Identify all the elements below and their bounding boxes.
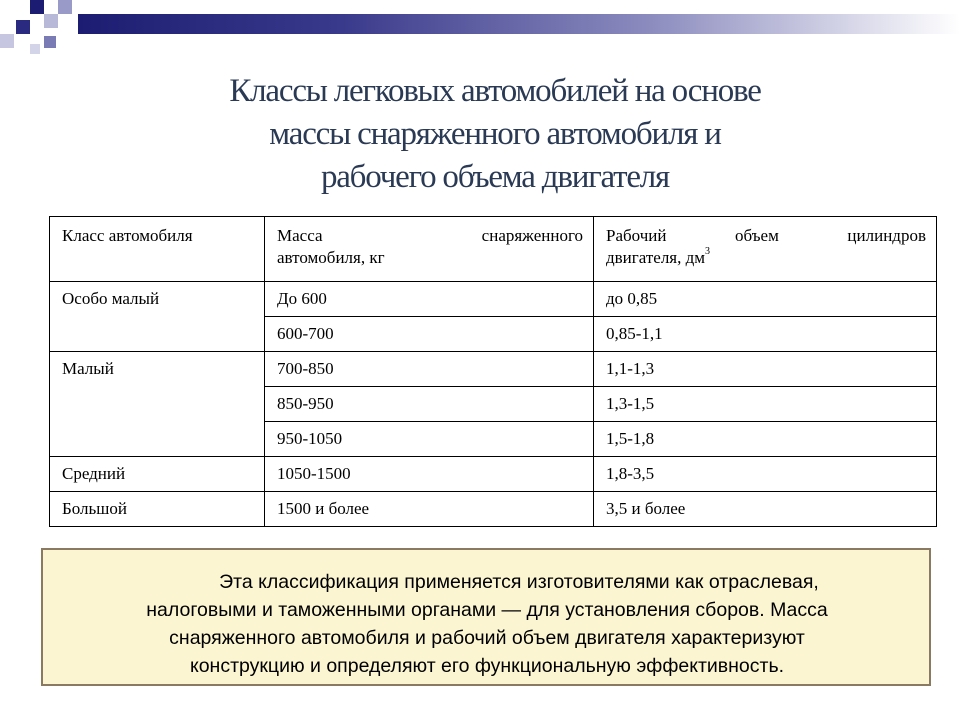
corner-decoration bbox=[0, 0, 960, 60]
note-text bbox=[61, 568, 913, 680]
cell-class: Малый bbox=[50, 352, 265, 457]
header-mass-word: снаряженного bbox=[481, 226, 583, 245]
header-volume-word: Рабочий bbox=[606, 226, 667, 245]
deco-square bbox=[30, 44, 40, 54]
deco-square bbox=[44, 36, 56, 48]
cell-mass: До 600 bbox=[265, 282, 594, 317]
unit-superscript: 3 bbox=[705, 246, 711, 257]
deco-square bbox=[30, 0, 44, 14]
header-mass-line2: автомобиля, кг bbox=[277, 248, 385, 267]
header-volume-line1 bbox=[606, 225, 926, 247]
deco-square bbox=[0, 34, 14, 48]
note-line: снаряженного автомобиля и рабочий объем двигателя характеризуют bbox=[169, 627, 805, 649]
header-volume-line2 bbox=[606, 247, 926, 269]
header-mass-line1 bbox=[277, 225, 583, 247]
note-line: налоговыми и таможенными органами — для установления сборов. Масса bbox=[146, 599, 828, 621]
title-line: Классы легковых автомобилей на основе bbox=[229, 73, 761, 109]
cell-volume: 1,5-1,8 bbox=[594, 422, 937, 457]
header-cell-class bbox=[50, 217, 265, 282]
cell-volume: 3,5 и более bbox=[594, 492, 937, 527]
cell-class: Особо малый bbox=[50, 282, 265, 352]
table-header-row bbox=[50, 217, 937, 282]
header-cell-mass bbox=[265, 217, 594, 282]
cell-volume: 1,8-3,5 bbox=[594, 457, 937, 492]
note-line: Эта классификация применяется изготовителями как отраслевая, bbox=[219, 571, 819, 593]
cell-volume: 1,3-1,5 bbox=[594, 387, 937, 422]
cell-volume: до 0,85 bbox=[594, 282, 937, 317]
header-class-label: Класс автомобиля bbox=[62, 226, 193, 245]
table-row bbox=[50, 282, 937, 317]
table-row bbox=[50, 492, 937, 527]
deco-square bbox=[44, 14, 58, 28]
table-row bbox=[50, 352, 937, 387]
cell-mass: 1050-1500 bbox=[265, 457, 594, 492]
cell-volume: 0,85-1,1 bbox=[594, 317, 937, 352]
cell-mass: 1500 и более bbox=[265, 492, 594, 527]
header-volume-word: цилиндров bbox=[847, 226, 926, 245]
cell-mass: 950-1050 bbox=[265, 422, 594, 457]
deco-square bbox=[58, 0, 72, 14]
header-gradient-bar bbox=[78, 14, 960, 34]
cell-class: Большой bbox=[50, 492, 265, 527]
title-line: массы снаряженного автомобиля и bbox=[269, 116, 721, 152]
title-line: рабочего объема двигателя bbox=[320, 159, 670, 195]
deco-square bbox=[16, 20, 30, 34]
header-volume-word: объем bbox=[735, 226, 779, 245]
header-mass-word: Масса bbox=[277, 226, 323, 245]
cell-mass: 850-950 bbox=[265, 387, 594, 422]
cell-class: Средний bbox=[50, 457, 265, 492]
cell-mass: 600-700 bbox=[265, 317, 594, 352]
note-box bbox=[41, 548, 931, 686]
slide-title bbox=[100, 70, 890, 199]
note-line: конструкцию и определяют его функциональную эффективность. bbox=[189, 655, 785, 677]
car-class-table bbox=[49, 216, 937, 527]
cell-mass: 700-850 bbox=[265, 352, 594, 387]
header-volume-unit: двигателя, дм bbox=[606, 248, 706, 267]
table-row bbox=[50, 457, 937, 492]
cell-volume: 1,1-1,3 bbox=[594, 352, 937, 387]
header-cell-volume bbox=[594, 217, 937, 282]
